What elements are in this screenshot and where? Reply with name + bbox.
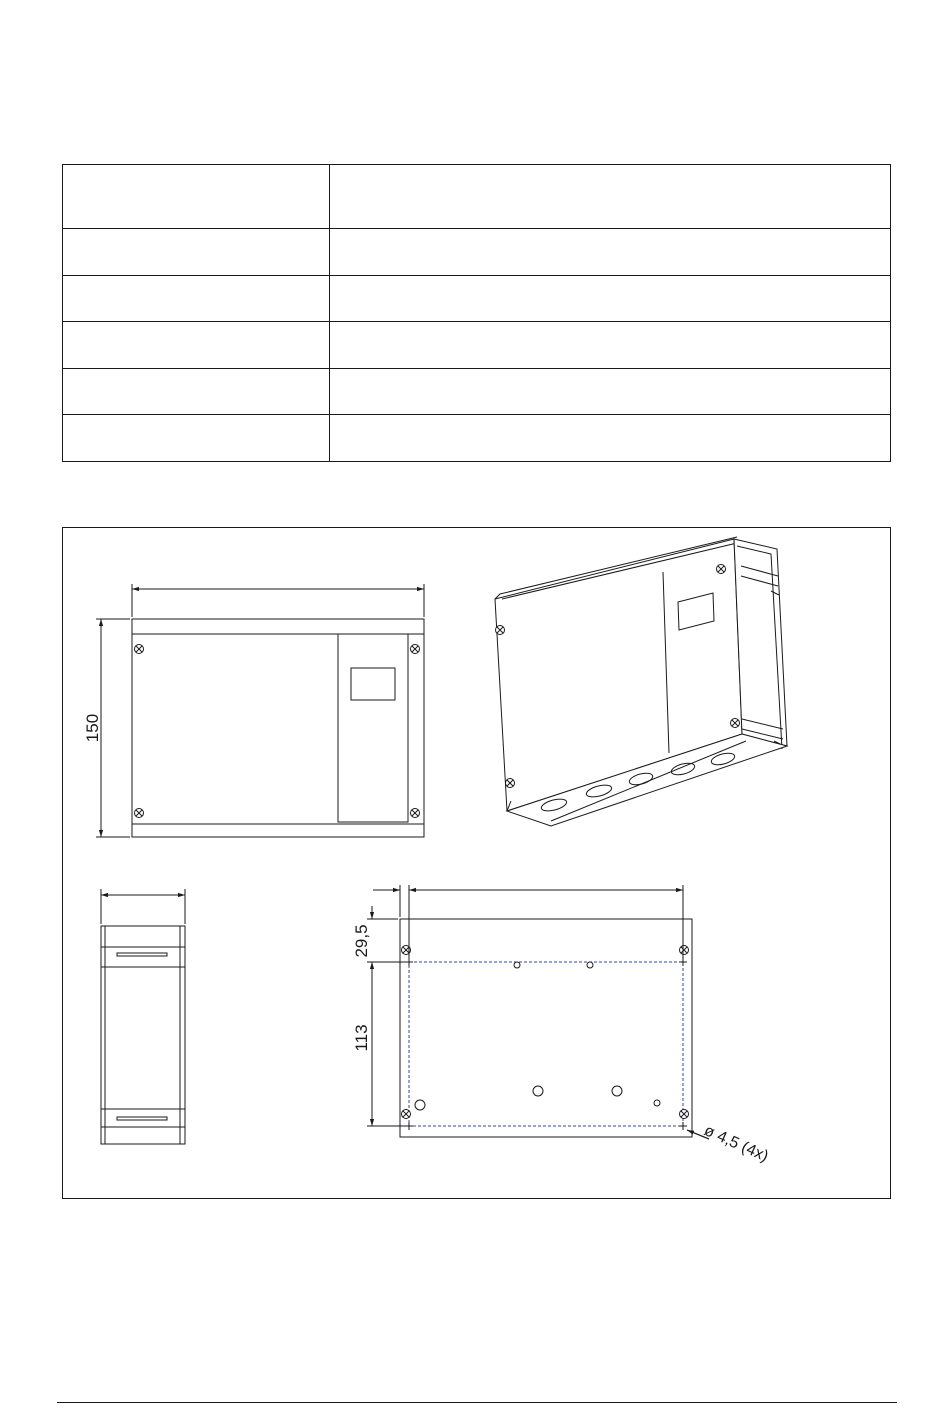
technical-drawing-frame [62,527,891,1199]
side-view [101,889,185,1144]
screw-icon [717,565,726,574]
screw-icon [411,809,420,818]
screw-icon [402,1110,411,1119]
footer-rule [57,1402,897,1403]
isometric-view [495,537,787,826]
screw-icon [135,645,144,654]
technical-drawing [1,1,950,1427]
dim-height-label: 150 [83,713,102,743]
screw-icon [680,946,689,955]
screw-icon [135,809,144,818]
front-view [96,584,424,837]
screw-icon [411,645,420,654]
dim-top-offset-label: 29,5 [352,924,371,958]
screw-icon [731,719,740,728]
dim-hole-diameter-label: ø 4,5 (4x) [701,1122,771,1166]
screw-icon [496,626,505,635]
dim-hole-spacing-label: 113 [352,1024,371,1052]
screw-icon [680,1110,689,1119]
mounting-view [367,885,709,1139]
screw-icon [506,779,515,788]
